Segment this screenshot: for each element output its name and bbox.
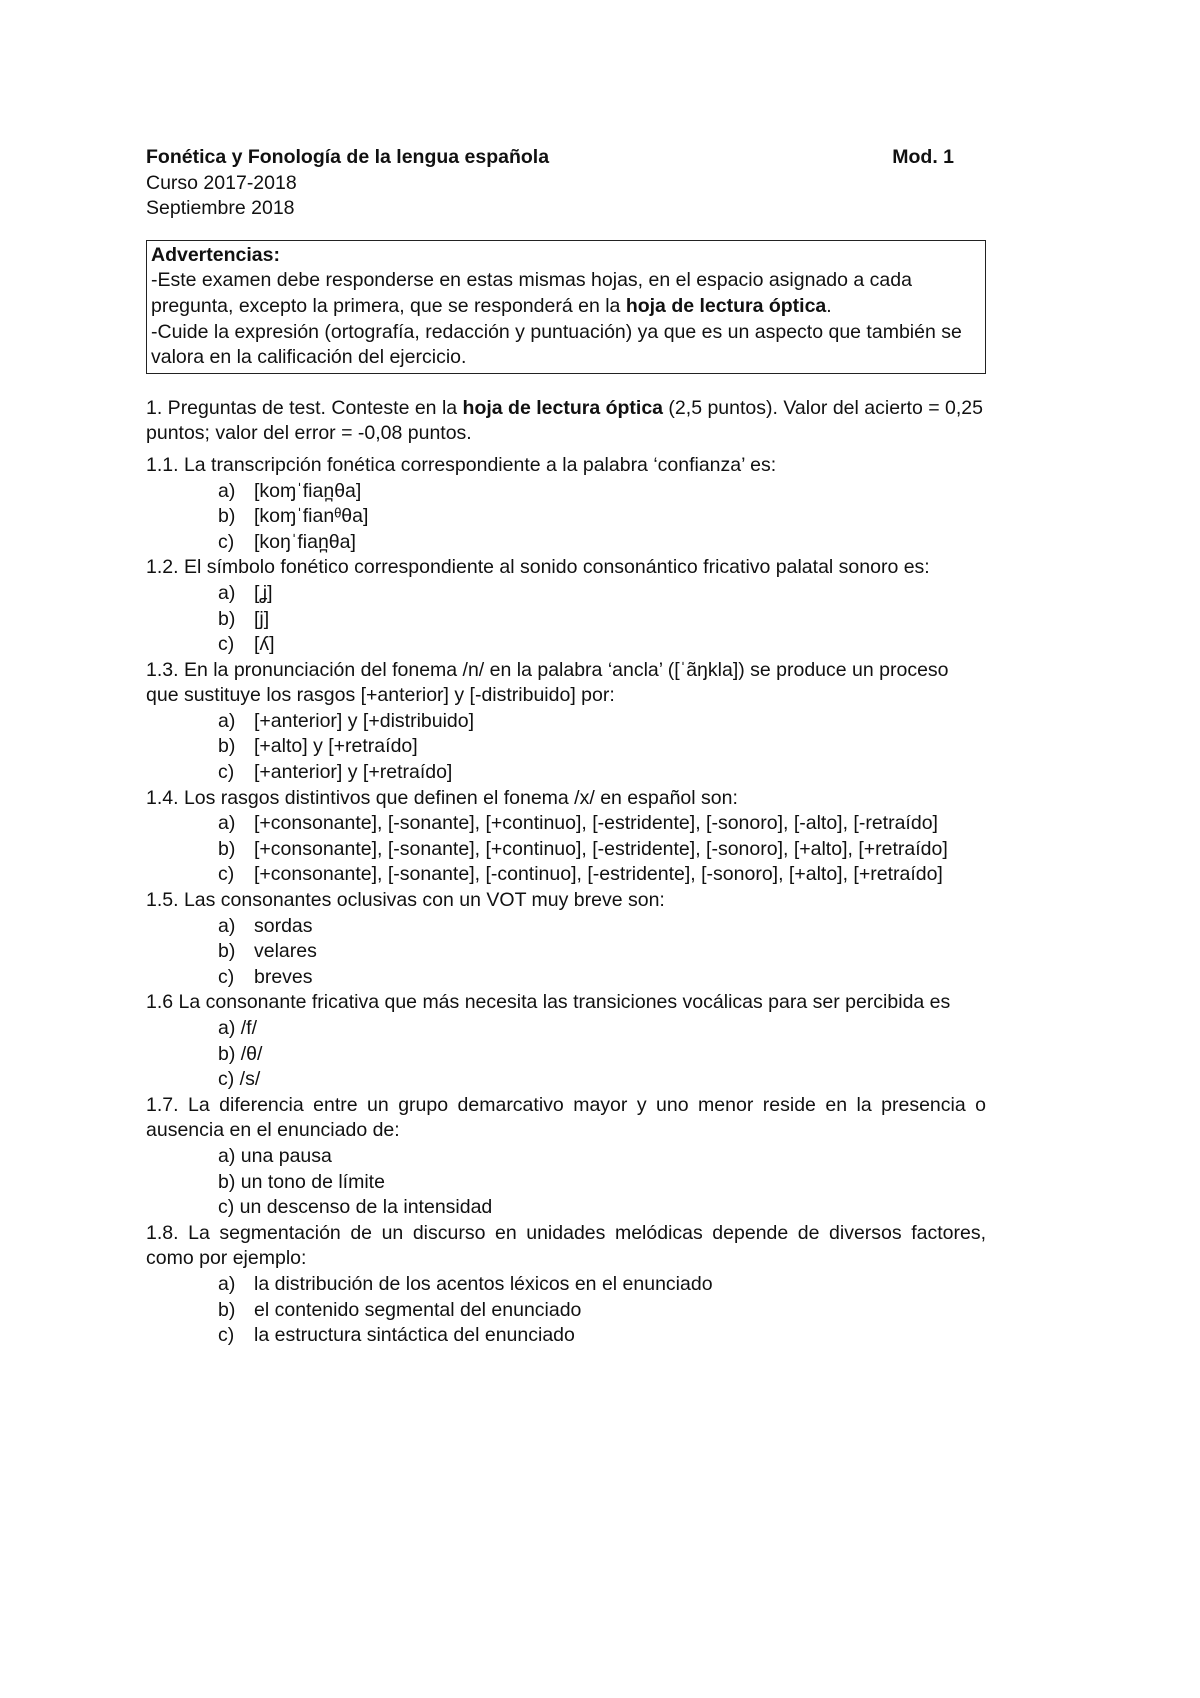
answer-options: [146, 1144, 986, 1221]
option-letter: b): [218, 505, 236, 528]
answer-options: [146, 811, 986, 888]
question-text: La segmentación de un discurso en unidades melódicas depende de diversos factores, como por ejemplo:: [146, 1221, 986, 1270]
question-7: [146, 1093, 986, 1221]
option-text: [ʝ]: [254, 581, 273, 604]
option-letter: a): [218, 1017, 236, 1039]
option-text: velares: [254, 940, 317, 963]
answer-option-a: [146, 479, 986, 505]
option-letter: a): [218, 709, 236, 732]
question-text: La consonante fricativa que más necesita las transiciones vocálicas para ser percibida es: [173, 991, 951, 1014]
question-text: La diferencia entre un grupo demarcativo mayor y uno menor reside en la presencia o ausencia en el enunciado de:: [146, 1093, 986, 1142]
answer-option-b: [146, 734, 986, 760]
question-4: [146, 786, 986, 888]
answer-option-b: [146, 607, 986, 633]
answer-option-c: [146, 965, 986, 991]
option-letter: b): [218, 837, 236, 860]
option-letter: c): [218, 1324, 235, 1347]
question-number: 1.1.: [146, 453, 179, 476]
option-text: [+anterior] y [+retraído]: [254, 761, 453, 784]
option-letter: b): [218, 607, 236, 630]
question-number: 1.7.: [146, 1093, 179, 1116]
answer-option-a: [146, 709, 986, 735]
question-stem: [146, 888, 986, 914]
question-number: 1.6: [146, 991, 174, 1014]
answer-option-a: [146, 1144, 986, 1170]
section-1-number: 1.: [146, 396, 163, 419]
option-letter: c): [218, 761, 235, 784]
question-8: [146, 1221, 986, 1349]
option-letter: b): [218, 1042, 236, 1065]
option-letter: b): [218, 940, 236, 963]
answer-options: [146, 1016, 986, 1093]
option-text: [koɱˈfian̪θa]: [254, 479, 362, 502]
course-line: Curso 2017-2018: [146, 171, 297, 194]
option-letter: a): [218, 1144, 236, 1167]
answer-option-c: [146, 1067, 986, 1093]
answer-option-b: [146, 1298, 986, 1324]
option-text: [+consonante], [-sonante], [+continuo], [-estridente], [-sonoro], [-alto], [-retraído]: [254, 812, 938, 835]
answer-option-a: [146, 1016, 986, 1042]
section-1-bold: hoja de lectura óptica: [462, 396, 664, 419]
answer-option-b: [146, 1042, 986, 1068]
option-text: una pausa: [240, 1144, 332, 1167]
question-1: [146, 453, 986, 555]
question-number: 1.2.: [146, 556, 179, 579]
question-stem: [146, 555, 986, 581]
option-text: breves: [254, 965, 313, 988]
question-5: [146, 888, 986, 990]
question-text: En la pronunciación del fonema /n/ en la palabra ‘ancla’ ([ˈãŋkla]) se produce un proceso que sustituye los rasgos [+anterior] y [-distribuido] por:: [146, 658, 949, 707]
section-1-intro: [146, 396, 986, 447]
question-stem: [146, 1093, 986, 1144]
answer-option-b: [146, 504, 986, 530]
answer-options: [146, 479, 986, 556]
answer-option-c: [146, 632, 986, 658]
questions-list: [146, 453, 986, 1349]
answer-options: [146, 1272, 986, 1349]
warning-1-end: .: [826, 294, 832, 317]
option-text: [+alto] y [+retraído]: [254, 735, 418, 758]
warning-line-2: -Cuide la expresión (ortografía, redacción y puntuación) ya que es un aspecto que también se valora en la calificación del ejercicio.: [151, 320, 962, 369]
option-text: [+consonante], [-sonante], [+continuo], [-estridente], [-sonoro], [+alto], [+retraído]: [254, 837, 948, 860]
warning-1-text: -Este examen debe responderse en estas mismas hojas, en el espacio asignado a cada pregunta, excepto la primera, que se responderá en la: [151, 269, 912, 317]
answer-options: [146, 914, 986, 991]
answer-options: [146, 581, 986, 658]
option-letter: c): [218, 965, 235, 988]
answer-option-b: [146, 939, 986, 965]
option-text: [koɱˈfianᶿθa]: [254, 505, 369, 528]
warning-1-bold: hoja de lectura óptica: [625, 294, 827, 317]
option-text: la distribución de los acentos léxicos en el enunciado: [254, 1272, 713, 1295]
option-letter: a): [218, 812, 236, 835]
model-label: Mod. 1: [892, 146, 954, 168]
option-text: [+anterior] y [+distribuido]: [254, 709, 475, 732]
answer-option-b: [146, 1170, 986, 1196]
question-stem: [146, 1221, 986, 1272]
answer-option-c: [146, 760, 986, 786]
option-text: un descenso de la intensidad: [239, 1196, 493, 1219]
question-stem: [146, 990, 986, 1016]
question-stem: [146, 453, 986, 479]
answer-option-a: [146, 811, 986, 837]
section-1-text-end: (2,5 puntos). Valor del acierto = 0,25 puntos; valor del error = -0,08 puntos.: [146, 396, 983, 445]
option-text: la estructura sintáctica del enunciado: [254, 1324, 575, 1347]
answer-option-a: [146, 581, 986, 607]
option-letter: c): [218, 633, 235, 656]
option-text: el contenido segmental del enunciado: [254, 1298, 582, 1321]
question-text: El símbolo fonético correspondiente al sonido consonántico fricativo palatal sonoro es:: [178, 556, 930, 579]
header-row: [146, 145, 986, 171]
option-text: /θ/: [240, 1042, 263, 1065]
option-letter: c): [218, 1196, 235, 1219]
question-2: [146, 555, 986, 657]
warnings-title: Advertencias:: [151, 243, 280, 266]
question-3: [146, 658, 986, 786]
answer-option-a: [146, 1272, 986, 1298]
exam-page: [146, 145, 986, 1349]
answer-option-c: [146, 1323, 986, 1349]
question-number: 1.5.: [146, 889, 179, 912]
option-letter: b): [218, 1170, 236, 1193]
answer-option-c: [146, 862, 986, 888]
option-text: /s/: [239, 1068, 261, 1091]
option-letter: c): [218, 1068, 235, 1091]
question-stem: [146, 786, 986, 812]
exam-title: Fonética y Fonología de la lengua española: [146, 146, 550, 168]
option-letter: b): [218, 1298, 236, 1321]
option-text: un tono de límite: [240, 1170, 385, 1193]
question-text: La transcripción fonética correspondiente a la palabra ‘confianza’ es:: [178, 453, 777, 476]
answer-option-c: [146, 1195, 986, 1221]
question-text: Los rasgos distintivos que definen el fonema /x/ en español son:: [178, 786, 738, 809]
option-letter: c): [218, 863, 235, 886]
question-number: 1.4.: [146, 786, 179, 809]
option-text: [koŋˈfian̪θa]: [254, 530, 356, 553]
option-letter: a): [218, 914, 236, 937]
option-text: [+consonante], [-sonante], [-continuo], [-estridente], [-sonoro], [+alto], [+retraído]: [254, 863, 943, 886]
warnings-box: [146, 240, 986, 374]
warning-line-1: [151, 268, 981, 319]
option-text: sordas: [254, 914, 313, 937]
option-letter: a): [218, 1272, 236, 1295]
answer-option-b: [146, 837, 986, 863]
option-text: [ʎ]: [254, 633, 275, 656]
question-stem: [146, 658, 986, 709]
question-number: 1.8.: [146, 1221, 179, 1244]
option-letter: c): [218, 530, 235, 553]
option-text: [j]: [254, 607, 270, 630]
question-text: Las consonantes oclusivas con un VOT muy breve son:: [178, 889, 665, 912]
answer-option-a: [146, 914, 986, 940]
option-letter: a): [218, 581, 236, 604]
answer-option-c: [146, 530, 986, 556]
section-1-text: Preguntas de test. Conteste en la: [162, 396, 463, 419]
option-text: /f/: [240, 1017, 258, 1039]
question-number: 1.3.: [146, 658, 179, 681]
answer-options: [146, 709, 986, 786]
option-letter: b): [218, 735, 236, 758]
question-6: [146, 990, 986, 1092]
option-letter: a): [218, 479, 236, 502]
session-line: Septiembre 2018: [146, 197, 295, 220]
